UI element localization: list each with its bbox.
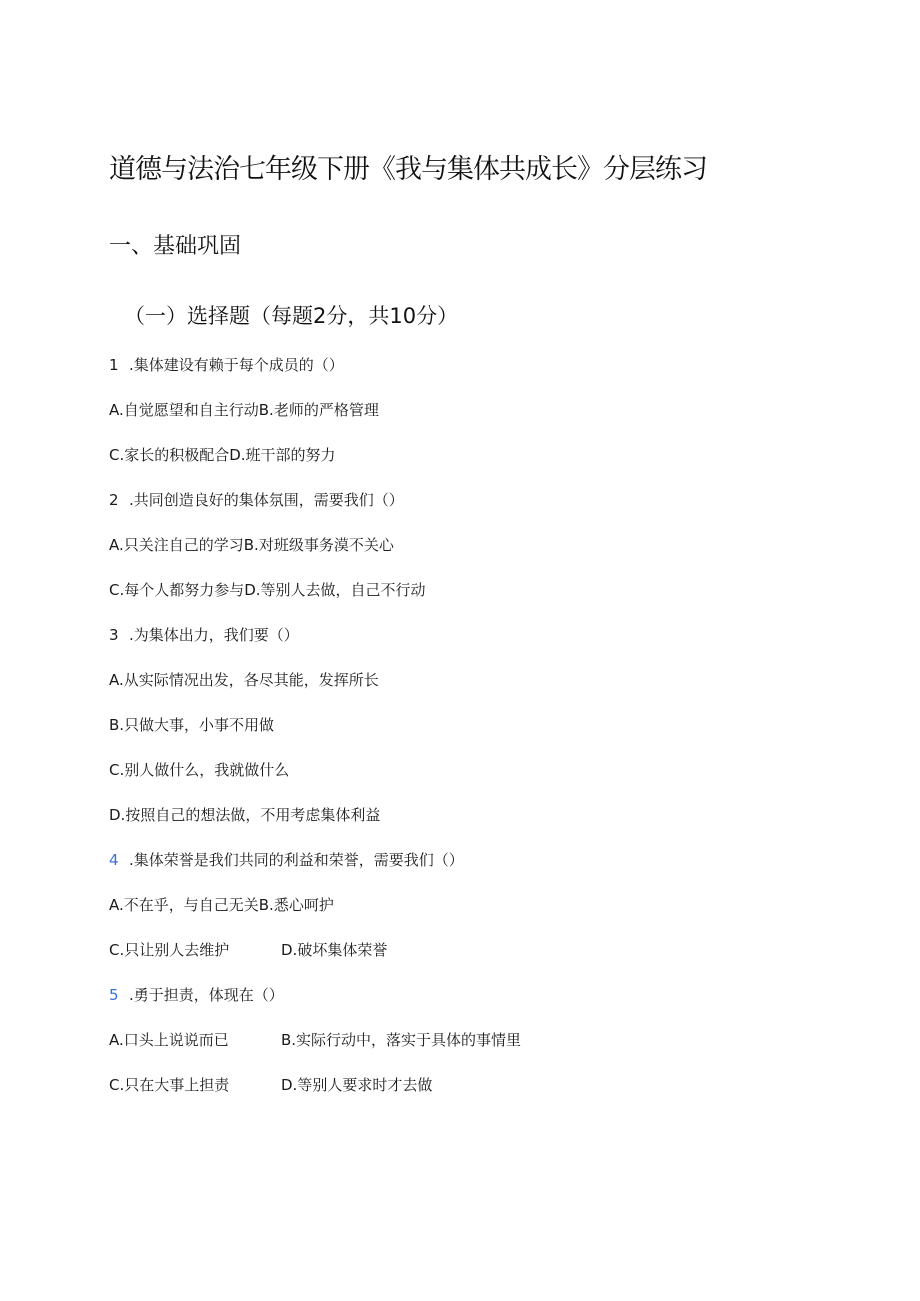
question-text: .集体建设有赖于每个成员的（）	[129, 356, 344, 374]
question-4-option-c: C.只让别人去维护	[109, 941, 230, 959]
question-text: .为集体出力，我们要（）	[129, 626, 299, 644]
question-2-options-cd: C.每个人都努力参与D.等别人去做，自己不行动	[109, 581, 426, 599]
question-1	[109, 354, 344, 376]
section-heading: 一、基础巩固	[109, 234, 242, 259]
question-2	[109, 489, 404, 511]
question-5-option-a: A.口头上说说而已	[109, 1031, 229, 1049]
question-number: 2	[109, 491, 119, 509]
question-4	[109, 849, 464, 871]
question-4-options-ab: A.不在乎，与自己无关B.悉心呵护	[109, 896, 334, 914]
question-number: 1	[109, 356, 119, 374]
question-5-option-c: C.只在大事上担责	[109, 1076, 230, 1094]
question-5	[109, 984, 284, 1006]
question-5-options-cd	[109, 1074, 433, 1096]
document-title: 道德与法治七年级下册《我与集体共成长》分层练习	[109, 154, 707, 185]
question-number: 5	[109, 986, 119, 1004]
question-3	[109, 624, 299, 646]
question-3-option-c: C.别人做什么，我就做什么	[109, 761, 290, 779]
subsection-heading: （一）选择题（每题2分，共10分）	[124, 304, 459, 328]
question-4-option-d: D.破坏集体荣誉	[281, 941, 388, 959]
question-text: .共同创造良好的集体氛围，需要我们（）	[129, 491, 404, 509]
question-3-option-b: B.只做大事，小事不用做	[109, 716, 275, 734]
question-3-option-a: A.从实际情况出发，各尽其能，发挥所长	[109, 671, 379, 689]
question-5-option-d: D.等别人要求时才去做	[281, 1076, 433, 1094]
question-5-options-ab	[109, 1029, 522, 1051]
question-text: .勇于担责，体现在（）	[129, 986, 284, 1004]
question-number: 4	[109, 851, 119, 869]
question-1-options-cd: C.家长的积极配合D.班干部的努力	[109, 446, 336, 464]
question-1-options-ab: A.自觉愿望和自主行动B.老师的严格管理	[109, 401, 379, 419]
question-text: .集体荣誉是我们共同的利益和荣誉，需要我们（）	[129, 851, 464, 869]
question-number: 3	[109, 626, 119, 644]
question-3-option-d: D.按照自己的想法做，不用考虑集体利益	[109, 806, 381, 824]
question-4-options-cd	[109, 939, 388, 961]
question-5-option-b: B.实际行动中，落实于具体的事情里	[281, 1031, 522, 1049]
question-2-options-ab: A.只关注自己的学习B.对班级事务漠不关心	[109, 536, 394, 554]
